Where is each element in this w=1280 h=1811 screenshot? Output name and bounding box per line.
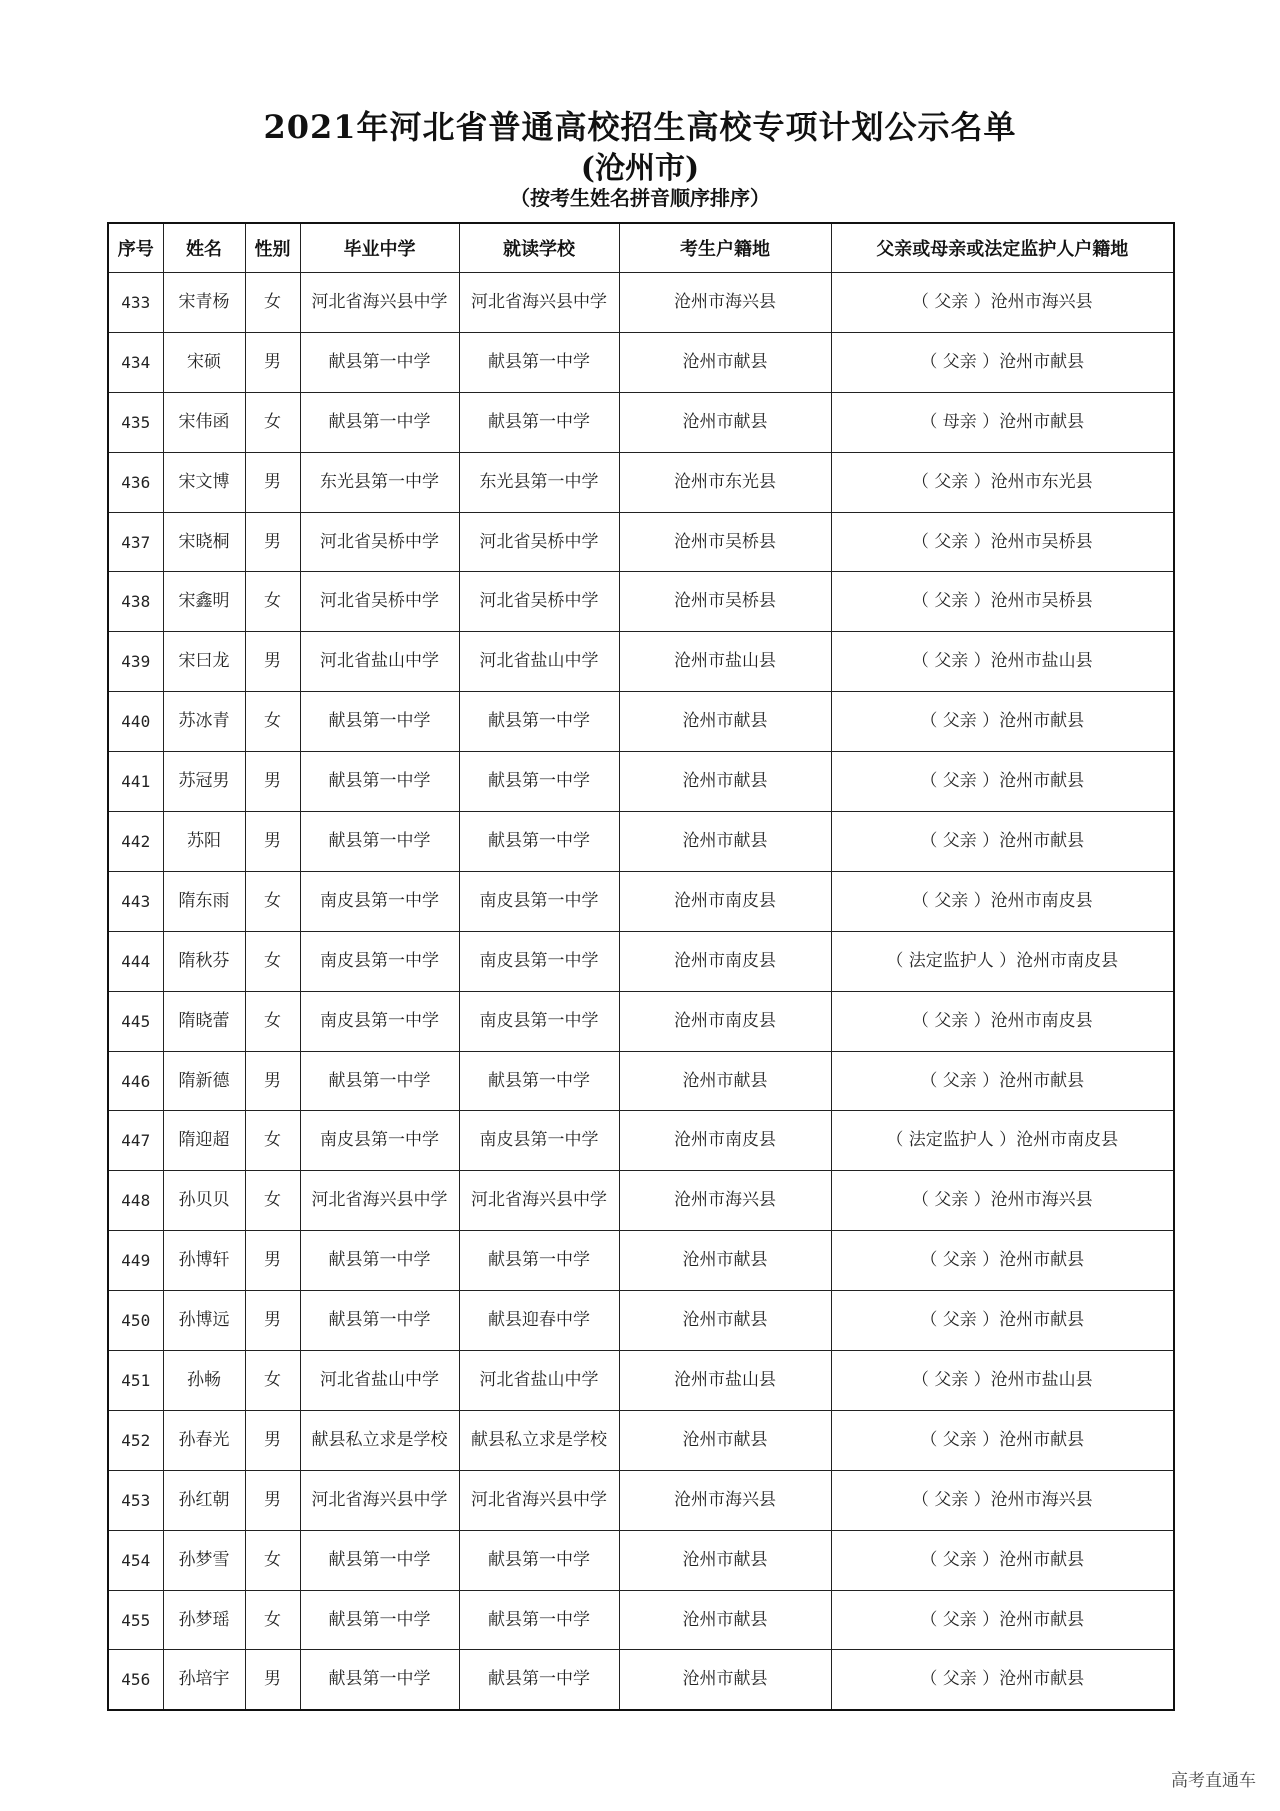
cell-col-index: 441 bbox=[108, 752, 163, 812]
cell-col-guardian-hukou: （ 父亲 ）沧州市献县 bbox=[831, 1650, 1174, 1710]
cell-col-guardian-hukou: （ 父亲 ）沧州市献县 bbox=[831, 1051, 1174, 1111]
cell-col-guardian-hukou: （ 父亲 ）沧州市献县 bbox=[831, 752, 1174, 812]
cell-col-name: 孙博远 bbox=[163, 1291, 245, 1351]
table-row bbox=[108, 512, 1174, 572]
cell-col-name: 隋迎超 bbox=[163, 1111, 245, 1171]
cell-col-current-school: 献县第一中学 bbox=[459, 692, 619, 752]
cell-col-gender: 男 bbox=[245, 452, 300, 512]
header-col-guardian-hukou: 父亲或母亲或法定监护人户籍地 bbox=[831, 223, 1174, 273]
cell-col-name: 孙梦瑶 bbox=[163, 1590, 245, 1650]
table-row bbox=[108, 1291, 1174, 1351]
table-row bbox=[108, 632, 1174, 692]
cell-col-student-hukou: 沧州市献县 bbox=[619, 1231, 831, 1291]
cell-col-grad-school: 河北省盐山中学 bbox=[300, 632, 459, 692]
cell-col-gender: 男 bbox=[245, 632, 300, 692]
cell-col-guardian-hukou: （ 法定监护人 ）沧州市南皮县 bbox=[831, 931, 1174, 991]
cell-col-index: 447 bbox=[108, 1111, 163, 1171]
cell-col-index: 434 bbox=[108, 332, 163, 392]
cell-col-current-school: 河北省海兴县中学 bbox=[459, 1470, 619, 1530]
cell-col-name: 孙春光 bbox=[163, 1410, 245, 1470]
table-row bbox=[108, 991, 1174, 1051]
cell-col-grad-school: 献县第一中学 bbox=[300, 1231, 459, 1291]
cell-col-current-school: 河北省海兴县中学 bbox=[459, 1171, 619, 1231]
cell-col-student-hukou: 沧州市献县 bbox=[619, 1291, 831, 1351]
table-row bbox=[108, 871, 1174, 931]
cell-col-guardian-hukou: （ 父亲 ）沧州市献县 bbox=[831, 1530, 1174, 1590]
cell-col-index: 436 bbox=[108, 452, 163, 512]
cell-col-guardian-hukou: （ 父亲 ）沧州市南皮县 bbox=[831, 991, 1174, 1051]
table-row bbox=[108, 931, 1174, 991]
cell-col-gender: 女 bbox=[245, 1111, 300, 1171]
cell-col-grad-school: 献县第一中学 bbox=[300, 752, 459, 812]
table-row bbox=[108, 1231, 1174, 1291]
table-row bbox=[108, 1171, 1174, 1231]
cell-col-guardian-hukou: （ 父亲 ）沧州市南皮县 bbox=[831, 871, 1174, 931]
header-col-gender: 性别 bbox=[245, 223, 300, 273]
cell-col-student-hukou: 沧州市献县 bbox=[619, 1051, 831, 1111]
header-col-index: 序号 bbox=[108, 223, 163, 273]
table-row bbox=[108, 1650, 1174, 1710]
header-col-name: 姓名 bbox=[163, 223, 245, 273]
cell-col-grad-school: 献县第一中学 bbox=[300, 1530, 459, 1590]
cell-col-student-hukou: 沧州市吴桥县 bbox=[619, 512, 831, 572]
cell-col-guardian-hukou: （ 父亲 ）沧州市献县 bbox=[831, 1291, 1174, 1351]
cell-col-index: 448 bbox=[108, 1171, 163, 1231]
table-row bbox=[108, 332, 1174, 392]
cell-col-current-school: 献县第一中学 bbox=[459, 392, 619, 452]
cell-col-current-school: 献县迎春中学 bbox=[459, 1291, 619, 1351]
table-row bbox=[108, 1470, 1174, 1530]
cell-col-grad-school: 献县第一中学 bbox=[300, 1051, 459, 1111]
cell-col-current-school: 南皮县第一中学 bbox=[459, 1111, 619, 1171]
cell-col-gender: 女 bbox=[245, 1530, 300, 1590]
cell-col-index: 450 bbox=[108, 1291, 163, 1351]
cell-col-current-school: 献县第一中学 bbox=[459, 812, 619, 872]
cell-col-gender: 女 bbox=[245, 273, 300, 333]
table-row bbox=[108, 812, 1174, 872]
cell-col-student-hukou: 沧州市献县 bbox=[619, 1650, 831, 1710]
cell-col-current-school: 河北省盐山中学 bbox=[459, 632, 619, 692]
cell-col-guardian-hukou: （ 父亲 ）沧州市献县 bbox=[831, 1590, 1174, 1650]
header-col-current-school: 就读学校 bbox=[459, 223, 619, 273]
table-row bbox=[108, 1111, 1174, 1171]
cell-col-student-hukou: 沧州市献县 bbox=[619, 812, 831, 872]
cell-col-name: 宋文博 bbox=[163, 452, 245, 512]
cell-col-current-school: 河北省吴桥中学 bbox=[459, 512, 619, 572]
table-row bbox=[108, 1351, 1174, 1411]
cell-col-current-school: 献县第一中学 bbox=[459, 1530, 619, 1590]
cell-col-gender: 女 bbox=[245, 991, 300, 1051]
cell-col-index: 435 bbox=[108, 392, 163, 452]
cell-col-grad-school: 东光县第一中学 bbox=[300, 452, 459, 512]
cell-col-grad-school: 献县第一中学 bbox=[300, 332, 459, 392]
cell-col-student-hukou: 沧州市献县 bbox=[619, 392, 831, 452]
cell-col-grad-school: 河北省海兴县中学 bbox=[300, 273, 459, 333]
header-col-grad-school: 毕业中学 bbox=[300, 223, 459, 273]
table-row bbox=[108, 1051, 1174, 1111]
cell-col-student-hukou: 沧州市盐山县 bbox=[619, 632, 831, 692]
cell-col-grad-school: 南皮县第一中学 bbox=[300, 991, 459, 1051]
cell-col-grad-school: 献县第一中学 bbox=[300, 1291, 459, 1351]
cell-col-name: 宋鑫明 bbox=[163, 572, 245, 632]
cell-col-gender: 女 bbox=[245, 1351, 300, 1411]
cell-col-student-hukou: 沧州市献县 bbox=[619, 332, 831, 392]
cell-col-index: 452 bbox=[108, 1410, 163, 1470]
cell-col-student-hukou: 沧州市献县 bbox=[619, 1590, 831, 1650]
cell-col-grad-school: 南皮县第一中学 bbox=[300, 931, 459, 991]
cell-col-name: 宋伟函 bbox=[163, 392, 245, 452]
cell-col-student-hukou: 沧州市南皮县 bbox=[619, 931, 831, 991]
cell-col-grad-school: 河北省海兴县中学 bbox=[300, 1171, 459, 1231]
cell-col-index: 449 bbox=[108, 1231, 163, 1291]
table-row bbox=[108, 752, 1174, 812]
table-row bbox=[108, 1590, 1174, 1650]
sort-note: （按考生姓名拼音顺序排序） bbox=[510, 186, 770, 210]
cell-col-guardian-hukou: （ 父亲 ）沧州市东光县 bbox=[831, 452, 1174, 512]
cell-col-gender: 女 bbox=[245, 931, 300, 991]
page-title: 2021年河北省普通高校招生高校专项计划公示名单 bbox=[263, 108, 1017, 146]
table-row bbox=[108, 1410, 1174, 1470]
cell-col-grad-school: 南皮县第一中学 bbox=[300, 871, 459, 931]
cell-col-guardian-hukou: （ 父亲 ）沧州市海兴县 bbox=[831, 273, 1174, 333]
table-row bbox=[108, 1530, 1174, 1590]
cell-col-current-school: 南皮县第一中学 bbox=[459, 991, 619, 1051]
cell-col-student-hukou: 沧州市盐山县 bbox=[619, 1351, 831, 1411]
cell-col-index: 437 bbox=[108, 512, 163, 572]
cell-col-grad-school: 献县第一中学 bbox=[300, 812, 459, 872]
cell-col-guardian-hukou: （ 法定监护人 ）沧州市南皮县 bbox=[831, 1111, 1174, 1171]
cell-col-grad-school: 南皮县第一中学 bbox=[300, 1111, 459, 1171]
cell-col-name: 孙红朝 bbox=[163, 1470, 245, 1530]
cell-col-grad-school: 河北省吴桥中学 bbox=[300, 512, 459, 572]
cell-col-current-school: 献县第一中学 bbox=[459, 1051, 619, 1111]
cell-col-grad-school: 河北省盐山中学 bbox=[300, 1351, 459, 1411]
cell-col-index: 454 bbox=[108, 1530, 163, 1590]
cell-col-guardian-hukou: （ 父亲 ）沧州市海兴县 bbox=[831, 1171, 1174, 1231]
cell-col-current-school: 南皮县第一中学 bbox=[459, 931, 619, 991]
cell-col-guardian-hukou: （ 父亲 ）沧州市盐山县 bbox=[831, 632, 1174, 692]
cell-col-grad-school: 献县第一中学 bbox=[300, 692, 459, 752]
cell-col-gender: 女 bbox=[245, 871, 300, 931]
cell-col-index: 451 bbox=[108, 1351, 163, 1411]
cell-col-index: 433 bbox=[108, 273, 163, 333]
cell-col-grad-school: 河北省海兴县中学 bbox=[300, 1470, 459, 1530]
cell-col-guardian-hukou: （ 父亲 ）沧州市献县 bbox=[831, 1410, 1174, 1470]
cell-col-index: 446 bbox=[108, 1051, 163, 1111]
cell-col-current-school: 河北省盐山中学 bbox=[459, 1351, 619, 1411]
cell-col-student-hukou: 沧州市献县 bbox=[619, 1530, 831, 1590]
cell-col-index: 456 bbox=[108, 1650, 163, 1710]
cell-col-index: 445 bbox=[108, 991, 163, 1051]
cell-col-guardian-hukou: （ 父亲 ）沧州市海兴县 bbox=[831, 1470, 1174, 1530]
cell-col-student-hukou: 沧州市吴桥县 bbox=[619, 572, 831, 632]
cell-col-gender: 男 bbox=[245, 812, 300, 872]
cell-col-guardian-hukou: （ 父亲 ）沧州市献县 bbox=[831, 692, 1174, 752]
cell-col-index: 455 bbox=[108, 1590, 163, 1650]
cell-col-guardian-hukou: （ 父亲 ）沧州市吴桥县 bbox=[831, 512, 1174, 572]
cell-col-student-hukou: 沧州市献县 bbox=[619, 752, 831, 812]
cell-col-current-school: 献县私立求是学校 bbox=[459, 1410, 619, 1470]
cell-col-gender: 男 bbox=[245, 512, 300, 572]
cell-col-gender: 女 bbox=[245, 572, 300, 632]
cell-col-name: 孙梦雪 bbox=[163, 1530, 245, 1590]
cell-col-current-school: 献县第一中学 bbox=[459, 332, 619, 392]
table-row bbox=[108, 572, 1174, 632]
cell-col-name: 隋东雨 bbox=[163, 871, 245, 931]
cell-col-name: 宋硕 bbox=[163, 332, 245, 392]
cell-col-index: 453 bbox=[108, 1470, 163, 1530]
cell-col-name: 宋曰龙 bbox=[163, 632, 245, 692]
cell-col-grad-school: 献县第一中学 bbox=[300, 392, 459, 452]
cell-col-guardian-hukou: （ 母亲 ）沧州市献县 bbox=[831, 392, 1174, 452]
cell-col-index: 443 bbox=[108, 871, 163, 931]
cell-col-gender: 男 bbox=[245, 332, 300, 392]
table-header-row bbox=[108, 223, 1174, 273]
cell-col-guardian-hukou: （ 父亲 ）沧州市献县 bbox=[831, 812, 1174, 872]
cell-col-current-school: 献县第一中学 bbox=[459, 1650, 619, 1710]
cell-col-gender: 男 bbox=[245, 1291, 300, 1351]
cell-col-index: 439 bbox=[108, 632, 163, 692]
cell-col-name: 宋青杨 bbox=[163, 273, 245, 333]
cell-col-name: 苏冠男 bbox=[163, 752, 245, 812]
cell-col-name: 孙培宇 bbox=[163, 1650, 245, 1710]
watermark: 高考直通车 bbox=[1171, 1771, 1256, 1791]
cell-col-student-hukou: 沧州市海兴县 bbox=[619, 1470, 831, 1530]
cell-col-gender: 男 bbox=[245, 752, 300, 812]
cell-col-gender: 女 bbox=[245, 1171, 300, 1231]
cell-col-grad-school: 献县私立求是学校 bbox=[300, 1410, 459, 1470]
cell-col-index: 440 bbox=[108, 692, 163, 752]
cell-col-grad-school: 河北省吴桥中学 bbox=[300, 572, 459, 632]
cell-col-gender: 男 bbox=[245, 1410, 300, 1470]
cell-col-index: 438 bbox=[108, 572, 163, 632]
cell-col-guardian-hukou: （ 父亲 ）沧州市吴桥县 bbox=[831, 572, 1174, 632]
cell-col-name: 孙博轩 bbox=[163, 1231, 245, 1291]
cell-col-student-hukou: 沧州市献县 bbox=[619, 692, 831, 752]
cell-col-name: 宋晓桐 bbox=[163, 512, 245, 572]
cell-col-name: 隋晓蕾 bbox=[163, 991, 245, 1051]
cell-col-gender: 男 bbox=[245, 1051, 300, 1111]
cell-col-student-hukou: 沧州市海兴县 bbox=[619, 1171, 831, 1231]
cell-col-current-school: 南皮县第一中学 bbox=[459, 871, 619, 931]
cell-col-gender: 男 bbox=[245, 1470, 300, 1530]
cell-col-grad-school: 献县第一中学 bbox=[300, 1650, 459, 1710]
table-row bbox=[108, 392, 1174, 452]
table-body bbox=[108, 273, 1174, 1711]
cell-col-grad-school: 献县第一中学 bbox=[300, 1590, 459, 1650]
cell-col-gender: 男 bbox=[245, 1231, 300, 1291]
roster-table bbox=[107, 222, 1175, 1711]
cell-col-student-hukou: 沧州市海兴县 bbox=[619, 273, 831, 333]
cell-col-name: 隋新德 bbox=[163, 1051, 245, 1111]
cell-col-student-hukou: 沧州市献县 bbox=[619, 1410, 831, 1470]
cell-col-gender: 男 bbox=[245, 1650, 300, 1710]
table-row bbox=[108, 452, 1174, 512]
cell-col-gender: 女 bbox=[245, 392, 300, 452]
cell-col-name: 隋秋芬 bbox=[163, 931, 245, 991]
cell-col-guardian-hukou: （ 父亲 ）沧州市献县 bbox=[831, 332, 1174, 392]
cell-col-name: 孙畅 bbox=[163, 1351, 245, 1411]
cell-col-current-school: 献县第一中学 bbox=[459, 1590, 619, 1650]
cell-col-student-hukou: 沧州市东光县 bbox=[619, 452, 831, 512]
cell-col-gender: 女 bbox=[245, 692, 300, 752]
cell-col-student-hukou: 沧州市南皮县 bbox=[619, 1111, 831, 1171]
cell-col-name: 苏阳 bbox=[163, 812, 245, 872]
cell-col-name: 苏冰青 bbox=[163, 692, 245, 752]
table-row bbox=[108, 692, 1174, 752]
header-col-student-hukou: 考生户籍地 bbox=[619, 223, 831, 273]
cell-col-guardian-hukou: （ 父亲 ）沧州市盐山县 bbox=[831, 1351, 1174, 1411]
cell-col-current-school: 献县第一中学 bbox=[459, 752, 619, 812]
cell-col-current-school: 东光县第一中学 bbox=[459, 452, 619, 512]
cell-col-student-hukou: 沧州市南皮县 bbox=[619, 991, 831, 1051]
cell-col-current-school: 河北省海兴县中学 bbox=[459, 273, 619, 333]
cell-col-gender: 女 bbox=[245, 1590, 300, 1650]
cell-col-index: 442 bbox=[108, 812, 163, 872]
cell-col-student-hukou: 沧州市南皮县 bbox=[619, 871, 831, 931]
page-subtitle-city: (沧州市) bbox=[580, 151, 700, 186]
cell-col-current-school: 献县第一中学 bbox=[459, 1231, 619, 1291]
table-row bbox=[108, 273, 1174, 333]
cell-col-current-school: 河北省吴桥中学 bbox=[459, 572, 619, 632]
cell-col-guardian-hukou: （ 父亲 ）沧州市献县 bbox=[831, 1231, 1174, 1291]
cell-col-index: 444 bbox=[108, 931, 163, 991]
cell-col-name: 孙贝贝 bbox=[163, 1171, 245, 1231]
